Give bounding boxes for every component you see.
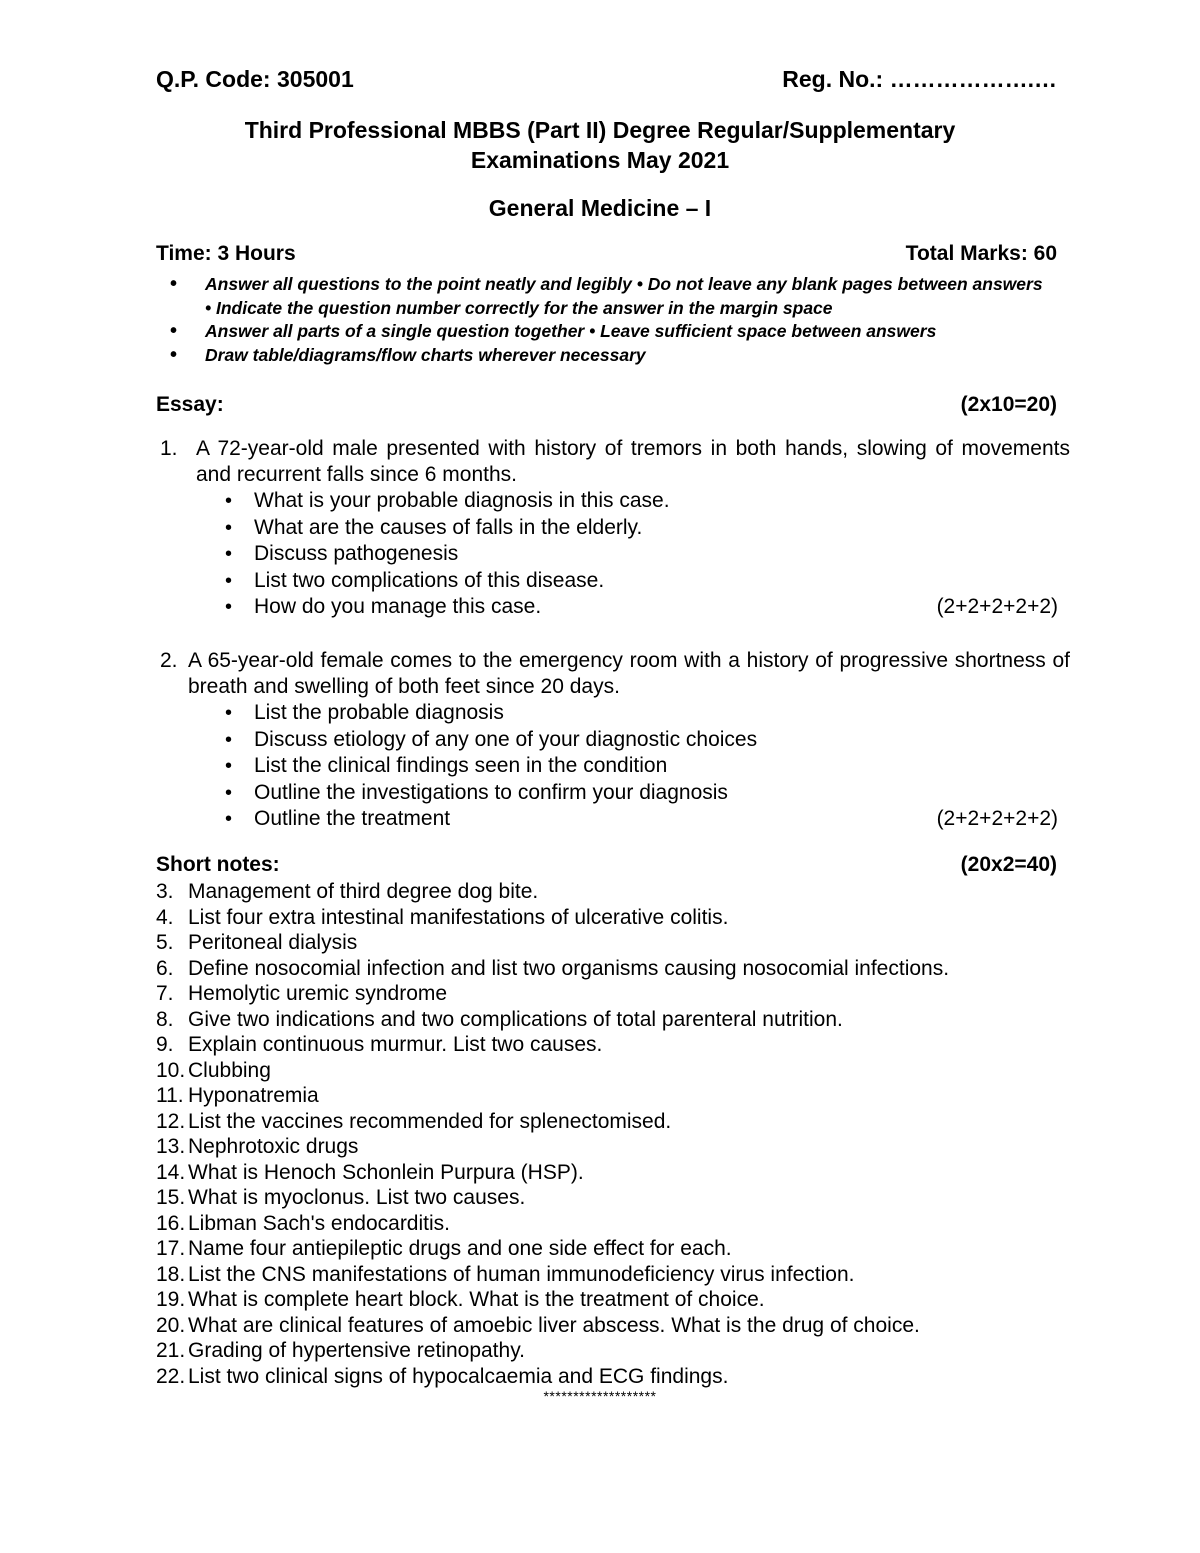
question-part: • Discuss pathogenesis — [225, 541, 1070, 568]
question-part: • List two complications of this disease. — [225, 568, 1070, 595]
question-parts — [225, 700, 1070, 833]
short-note-text: What are clinical features of amoebic liver abscess. What is the drug of choice. — [188, 1313, 920, 1337]
short-note-text: Give two indications and two complications of total parenteral nutrition. — [188, 1007, 843, 1031]
question-part: • Discuss etiology of any one of your diagnostic choices — [225, 727, 1070, 754]
short-note-item — [156, 1211, 1056, 1237]
question-part: • List the clinical findings seen in the condition — [225, 753, 1070, 780]
short-note-text: Management of third degree dog bite. — [188, 880, 539, 903]
short-note-number: 15. — [156, 1186, 186, 1209]
short-note-text: Name four antiepileptic drugs and one side effect for each. — [188, 1237, 732, 1260]
short-note-text: Define nosocomial infection and list two organisms causing nosocomial infections. — [188, 956, 950, 980]
short-note-text: Hemolytic uremic syndrome — [188, 982, 448, 1005]
short-note-text: List two clinical signs of hypocalcaemia and ECG findings. — [188, 1364, 729, 1388]
short-note-number: 10. — [156, 1058, 186, 1082]
instruction-item: • Answer all questions to the point neatly and legibly • Do not leave any blank pages between answers • Indicate the question number correctly for the answer in the margin space — [170, 273, 1050, 320]
reg-no: Reg. No.: ……………….… — [782, 66, 1057, 92]
instruction-item: • Answer all parts of a single question together • Leave sufficient space between answers — [170, 320, 1050, 344]
short-note-number: 13. — [156, 1135, 186, 1158]
essay-marks: (2x10=20) — [960, 393, 1057, 416]
short-note-number: 14. — [156, 1160, 186, 1184]
short-notes-marks: (20x2=40) — [960, 853, 1057, 876]
short-note-text: List four extra intestinal manifestations of ulcerative colitis. — [188, 905, 729, 929]
short-notes-heading-row — [156, 853, 1057, 877]
short-note-item — [156, 1032, 1056, 1058]
short-note-text: What is myoclonus. List two causes. — [188, 1186, 526, 1209]
question-part: • How do you manage this case. (2+2+2+2+2) — [225, 594, 1070, 621]
short-note-item — [156, 930, 1056, 956]
total-marks-label: Total Marks: 60 — [905, 242, 1057, 265]
short-note-item — [156, 1058, 1056, 1084]
short-note-number: 9. — [156, 1033, 174, 1056]
short-note-item — [156, 1236, 1056, 1262]
short-note-text: Hyponatremia — [188, 1084, 319, 1107]
essay-heading: Essay: — [156, 393, 224, 416]
short-note-item — [156, 1287, 1056, 1313]
question-number: 1. — [160, 437, 178, 460]
short-note-number: 17. — [156, 1237, 186, 1260]
short-note-text: Explain continuous murmur. List two causes. — [188, 1033, 603, 1056]
short-notes-heading: Short notes: — [156, 853, 280, 876]
short-note-item — [156, 879, 1056, 905]
subject-title: General Medicine – I — [488, 195, 712, 221]
short-note-number: 6. — [156, 956, 174, 980]
short-note-number: 16. — [156, 1211, 186, 1235]
essay-heading-row — [156, 393, 1057, 417]
header-row — [156, 66, 1057, 93]
short-note-number: 22. — [156, 1364, 186, 1388]
question-part: • What are the causes of falls in the elderly. — [225, 515, 1070, 542]
short-note-number: 19. — [156, 1288, 186, 1311]
short-note-text: Peritoneal dialysis — [188, 931, 358, 954]
exam-title-line2: Examinations May 2021 — [470, 147, 730, 173]
short-note-text: List the CNS manifestations of human immunodeficiency virus infection. — [188, 1262, 855, 1286]
question-number: 2. — [160, 649, 178, 672]
short-note-number: 11. — [156, 1084, 184, 1107]
short-note-item — [156, 905, 1056, 931]
qp-code: Q.P. Code: 305001 — [156, 66, 354, 92]
short-note-item — [156, 1134, 1056, 1160]
instructions-list — [170, 273, 1050, 367]
question-part: • What is your probable diagnosis in this case. — [225, 488, 1070, 515]
short-note-number: 4. — [156, 905, 174, 929]
essay-question-2 — [160, 648, 1070, 833]
short-note-text: Nephrotoxic drugs — [188, 1135, 359, 1158]
short-note-item — [156, 1364, 1056, 1390]
time-label: Time: 3 Hours — [156, 242, 296, 265]
essay-question-1 — [160, 436, 1070, 621]
short-note-text: Grading of hypertensive retinopathy. — [188, 1339, 525, 1362]
short-note-number: 8. — [156, 1007, 174, 1031]
short-note-item — [156, 1109, 1056, 1135]
question-part: • Outline the treatment (2+2+2+2+2) — [225, 806, 1070, 833]
question-marks: (2+2+2+2+2) — [936, 595, 1058, 618]
short-notes-list — [156, 879, 1056, 1389]
short-note-text: What is Henoch Schonlein Purpura (HSP). — [188, 1160, 584, 1184]
short-note-number: 20. — [156, 1313, 186, 1337]
short-note-number: 3. — [156, 880, 174, 903]
short-note-item — [156, 1083, 1056, 1109]
short-note-item — [156, 1007, 1056, 1033]
short-note-number: 21. — [156, 1339, 186, 1362]
instruction-item: • Draw table/diagrams/flow charts wherever necessary — [170, 344, 1050, 368]
question-part: • Outline the investigations to confirm your diagnosis — [225, 780, 1070, 807]
short-note-text: Clubbing — [188, 1058, 271, 1082]
exam-title-line1: Third Professional MBBS (Part II) Degree Regular/Supplementary — [244, 117, 956, 143]
short-note-number: 5. — [156, 931, 174, 954]
short-note-number: 12. — [156, 1109, 186, 1133]
short-note-item — [156, 1160, 1056, 1186]
question-part: • List the probable diagnosis — [225, 700, 1070, 727]
question-stem: A 72-year-old male presented with history of tremors in both hands, slowing of movements and recurrent falls since 6 months. — [196, 437, 1070, 486]
question-marks: (2+2+2+2+2) — [936, 807, 1058, 830]
time-marks-row — [156, 242, 1057, 266]
short-note-item — [156, 1313, 1056, 1339]
end-stars: ******************* — [543, 1388, 657, 1404]
short-note-item — [156, 1338, 1056, 1364]
short-note-item — [156, 981, 1056, 1007]
short-note-item — [156, 956, 1056, 982]
question-parts — [225, 488, 1070, 621]
question-stem: A 65-year-old female comes to the emergency room with a history of progressive shortness of breath and swelling of both feet since 20 days. — [188, 649, 1070, 698]
short-note-text: List the vaccines recommended for splenectomised. — [188, 1109, 672, 1133]
short-note-item — [156, 1185, 1056, 1211]
short-note-number: 7. — [156, 982, 174, 1005]
short-note-text: What is complete heart block. What is the treatment of choice. — [188, 1288, 765, 1311]
short-note-number: 18. — [156, 1262, 186, 1286]
short-note-text: Libman Sach's endocarditis. — [188, 1211, 450, 1235]
short-note-item — [156, 1262, 1056, 1288]
